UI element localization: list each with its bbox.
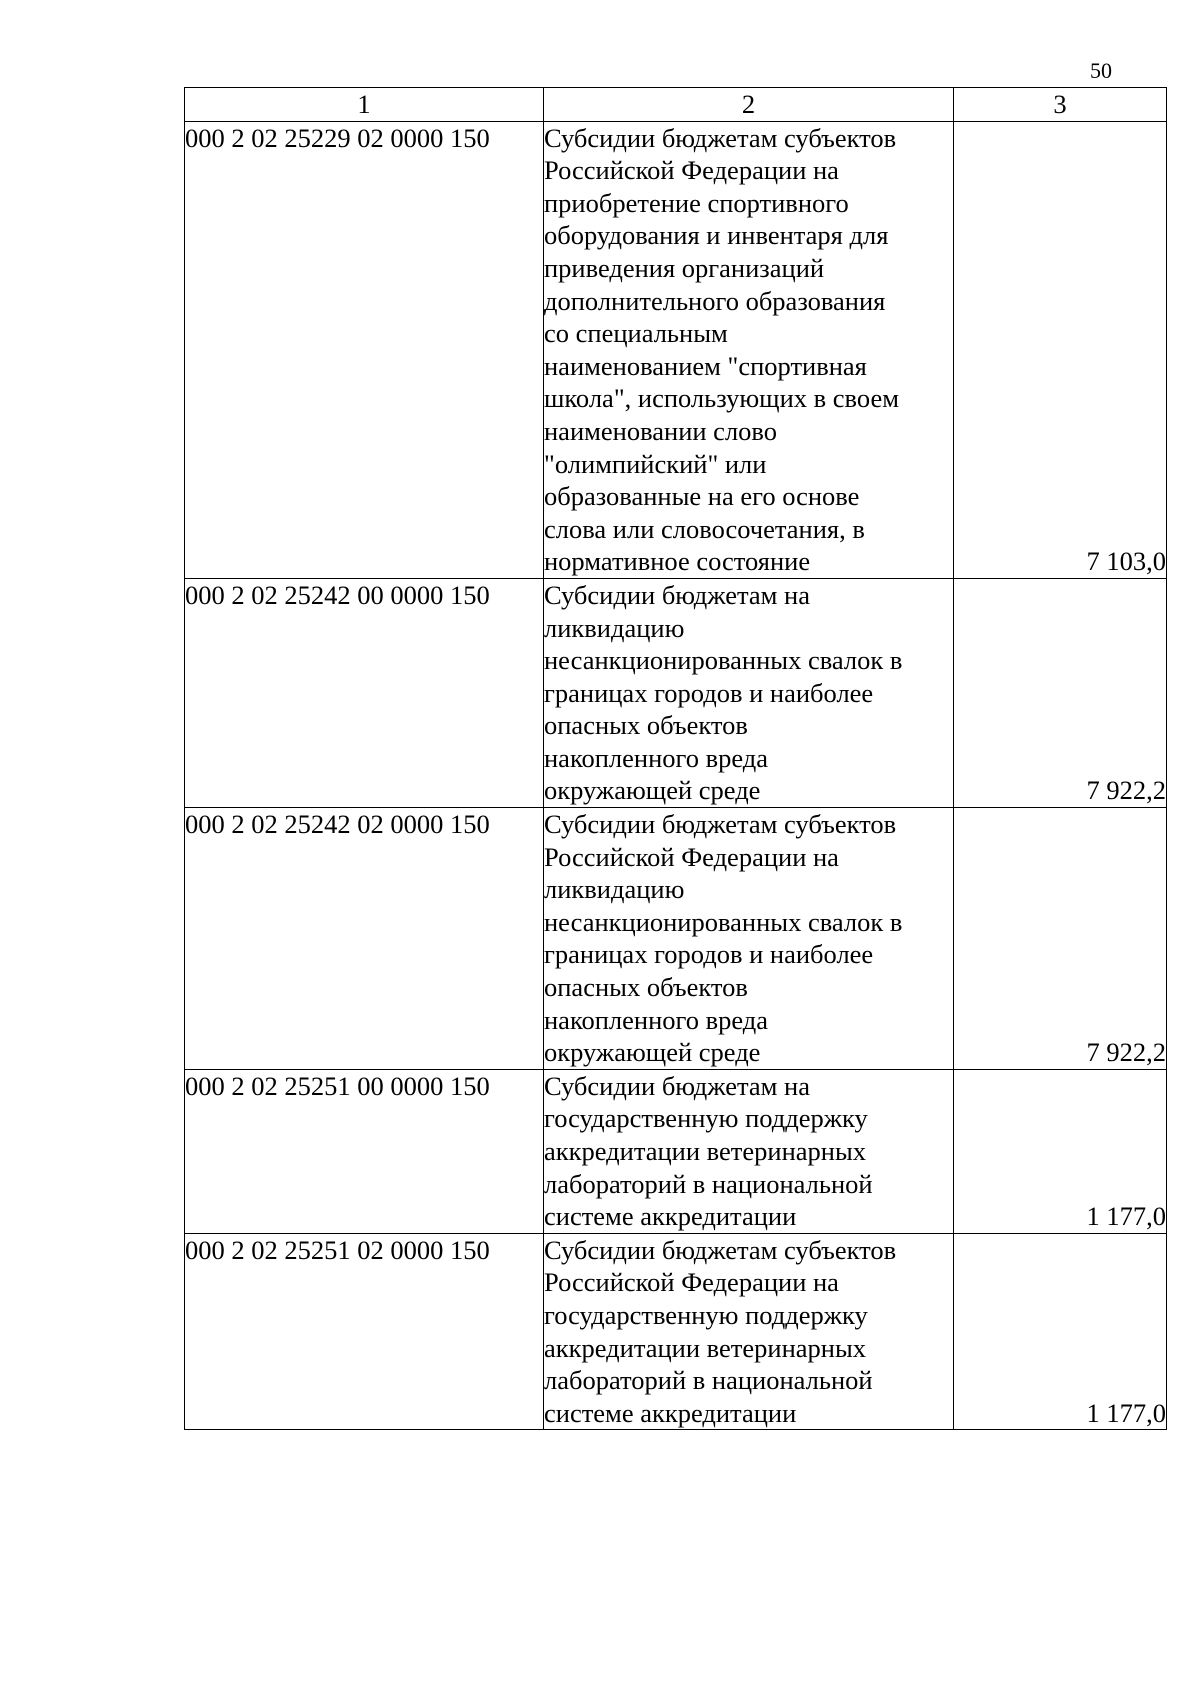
table-row (185, 1233, 1167, 1430)
table-row (185, 578, 1167, 807)
budget-code: 000 2 02 25242 02 0000 150 (185, 808, 544, 1070)
budget-amount: 1 177,0 (954, 1069, 1167, 1233)
column-header-2: 2 (544, 88, 954, 122)
budget-description: Субсидии бюджетам на государственную поддержку аккредитации ветеринарных лабораторий в национальной системе аккредитации (544, 1069, 954, 1233)
budget-amount: 7 922,2 (954, 808, 1167, 1070)
budget-code: 000 2 02 25251 00 0000 150 (185, 1069, 544, 1233)
column-header-1: 1 (185, 88, 544, 122)
budget-description: Субсидии бюджетам на ликвидацию несанкционированных свалок в границах городов и наиболее опасных объектов накопленного вреда окружающей среде (544, 578, 954, 807)
budget-amount: 7 922,2 (954, 578, 1167, 807)
table-row (185, 121, 1167, 578)
budget-amount: 7 103,0 (954, 121, 1167, 578)
budget-description: Субсидии бюджетам субъектов Российской Федерации на приобретение спортивного оборудования и инвентаря для приведения организаций дополнительного образования со специальным наименованием "спортивная школа", использующих в своем наименовании слово "олимпийский" или образованные на его основе слова или словосочетания, в нормативное состояние (544, 121, 954, 578)
table-row (185, 808, 1167, 1070)
page-number: 50 (1090, 58, 1112, 83)
budget-description: Субсидии бюджетам субъектов Российской Федерации на ликвидацию несанкционированных свалок в границах городов и наиболее опасных объектов накопленного вреда окружающей среде (544, 808, 954, 1070)
budget-amount: 1 177,0 (954, 1233, 1167, 1430)
budget-code: 000 2 02 25251 02 0000 150 (185, 1233, 544, 1430)
budget-code: 000 2 02 25242 00 0000 150 (185, 578, 544, 807)
budget-code: 000 2 02 25229 02 0000 150 (185, 121, 544, 578)
budget-table (184, 87, 1167, 1430)
column-header-3: 3 (954, 88, 1167, 122)
header-row (185, 88, 1167, 122)
budget-description: Субсидии бюджетам субъектов Российской Федерации на государственную поддержку аккредитации ветеринарных лабораторий в национальной системе аккредитации (544, 1233, 954, 1430)
table-row (185, 1069, 1167, 1233)
